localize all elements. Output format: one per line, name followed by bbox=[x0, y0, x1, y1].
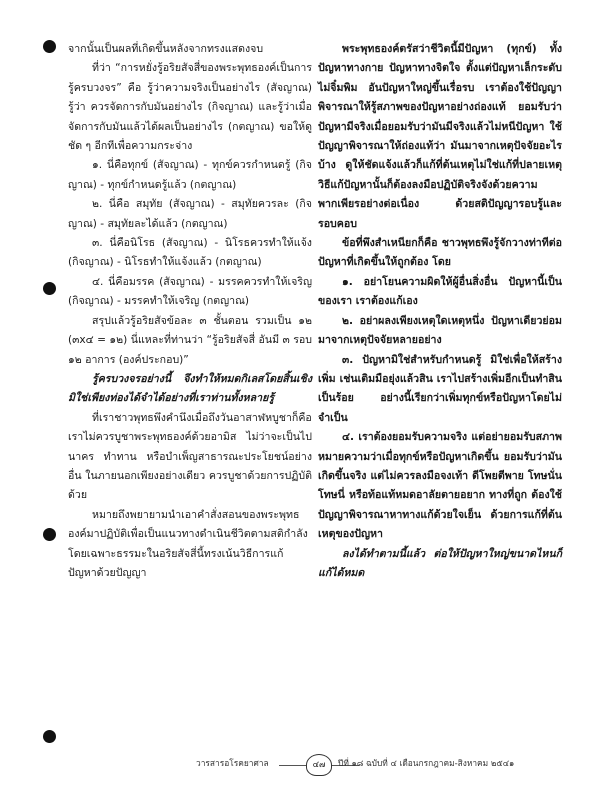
closing-line: ลงได้ทำตามนี้แล้ว ต่อให้ปัญหาใหญ่ขนาดไหนก็แก้ได้หมด bbox=[318, 547, 562, 579]
right-column bbox=[318, 40, 562, 583]
binder-hole bbox=[43, 282, 56, 295]
paragraph: หมายถึงพยายามนำเอาคำสั่งสอนของพระพุทธองค์มาปฏิบัติเพื่อเป็นแนวทางดำเนินชีวิตตามสติกำลัง โดยเฉพาะธรรมะในอริยสัจสี่นี้ทรงเน้นวิธีการแก้ปัญหาด้วยปัญญา bbox=[68, 508, 308, 579]
list-item: ๑. อย่าโยนความผิดให้ผู้อื่นสิ่งอื่น ปัญหานี้เป็นของเรา เราต้องแก้เอง bbox=[318, 275, 562, 308]
paragraph: พระพุทธองค์ตรัสว่าชีวิตนี้มีปัญหา (ทุกข์) ทั้งปัญหาทางกาย ปัญหาทางจิตใจ ตั้งแต่ปัญหาเล็กระดับไม่จิ๋มพิม อันปัญหาใหญ่ขึ้นเรื่อรบ เราต้องใช้ปัญญาพิจารณาให้รู้สภาพของปัญหาอย่างถ่องแท้ ยอมรับว่าปัญหามีจริงเมื่อยอมรับว่ามันมีจริงแล้วไม่หนีปัญหา ใช้ปัญญาพิจารณาให้ถ่องแท้ว่า มันมาจากเหตุปัจจัยอะไรบ้าง ดูให้ชัดแจ้งแล้วก็แก้ที่ต้นเหตุไม่ใช่แก้ที่ปลายเหตุ วิธีแก้ปัญหานั้นก็ต้องลงมือปฏิบัติจริงจังด้วยความพากเพียรอย่างต่อเนื่อง ด้วยสติปัญญารอบรู้และรอบคอบ bbox=[318, 43, 562, 230]
binder-hole bbox=[43, 528, 56, 541]
list-item: ๑. นี่คือทุกข์ (สัจญาณ) - ทุกข์ควรกำหนดรู้ (กิจญาณ) - ทุกข์กำหนดรู้แล้ว (กตญาณ) bbox=[68, 159, 312, 191]
page-number: ๔๗ bbox=[306, 754, 332, 776]
page-footer bbox=[196, 756, 586, 778]
list-item: ๔. เราต้องยอมรับความจริง แต่อย่ายอมรับสภาพหมายความว่าเมื่อทุกข์หรือปัญหาเกิดขึ้น ยอมรับว่ามันเกิดขึ้นจริง แต่ไม่ควรลงมือจงเท้า ดีโพยตีพาย โทษนั่นโทษนี่ หรือท้อแท้หมดอาลัยตายอยาก ทางที่ถูก ต้องใช้ปัญญาพิจารณาหาทางแก้ด้วยใจเย็น ด้วยการแก้ที่ต้นเหตุของปัญหา bbox=[318, 431, 562, 541]
paragraph: ข้อที่พึงสำเหนียกก็คือ ชาวพุทธพึงรู้จักวางท่าทีต่อปัญหาที่เกิดขึ้นให้ถูกต้อง โดย bbox=[318, 237, 562, 269]
binder-hole bbox=[43, 40, 56, 53]
list-item: ๔. นี่คือมรรค (สัจญาณ) - มรรคควรทำให้เจริญ (กิจญาณ) - มรรคทำให้เจริญ (กตญาณ) bbox=[68, 275, 312, 308]
paragraph: ที่ว่า “การหยั่งรู้อริยสัจสี่ของพระพุทธองค์เป็นการรู้ครบวงจร” คือ รู้ว่าความจริงเป็นอย่างไร (สัจญาณ) รู้ว่า ควรจัดการกับมันอย่างไร (กิจญาณ) และรู้ว่าเมื่อจัดการกับมันแล้วได้ผลเป็นอย่างไร (กตญาณ) ขอให้ดูชัด ๆ อีกทีเพื่อความกระจ่าง bbox=[68, 62, 312, 153]
paragraph: จากนั้นเป็นผลที่เกิดขึ้นหลังจากทรงแสดงจบ bbox=[68, 43, 264, 55]
list-item: ๓. นี่คือนิโรธ (สัจญาณ) - นิโรธควรทำให้แจ้ง (กิจญาณ) - นิโรธทำให้แจ้งแล้ว (กตญาณ) bbox=[68, 237, 312, 269]
list-item: ๒. อย่าผลงเพียงเหตุใดเหตุหนึ่ง ปัญหาเดียวย่อมมาจากเหตุปัจจัยหลายอย่าง bbox=[318, 314, 562, 347]
emphasis-paragraph: รู้ครบวงจรอย่างนี้ จึงทำให้หมดกิเลสโดยสิ้นเชิง มิใช่เพียงท่องได้จำได้อย่างที่เราท่านทั้งหลายรู้ bbox=[68, 372, 312, 405]
binder-hole bbox=[43, 730, 56, 743]
list-item: ๒. นี่คือ สมุทัย (สัจญาณ) - สมุทัยควรละ (กิจญาณ) - สมุทัยละได้แล้ว (กตญาณ) bbox=[68, 198, 312, 230]
magazine-name: วารสารอโรคยาศาล bbox=[196, 758, 269, 768]
left-column bbox=[68, 40, 312, 583]
list-item: ๓. ปัญหามิใช่สำหรับกำหนดรู้ มิใช่เพื่อให้สร้างเพิ่ม เช่นเติมมือยุ่งแล้วสิน เราไปสร้างเพิ่มอีกเป็นทำสิน เป็นร้อย อย่างนี้เรียกว่าเพิ่มทุกข์หรือปัญหาโดยไม่จำเป็น bbox=[318, 353, 562, 424]
issue-info: ปีที่ ๑๘ ฉบับที่ ๔ เดือนกรกฎาคม-สิงหาคม ๒๕๔๑ bbox=[338, 758, 515, 768]
paragraph: ที่เราชาวพุทธพึงคำนึงเมื่อถึงวันอาสาฬหบูชาก็คือ เราไม่ควรบูชาพระพุทธองค์ด้วยอามิส ไม่ว่าจะเป็นไปนาคร ทำทาน หรือบำเพ็ญสาธารณะประโยชน์อย่างอื่น ในภายนอกเพียงอย่างเดียว ควรบูชาด้วยการปฏิบัติด้วย bbox=[68, 411, 312, 502]
paragraph: สรุปแล้วรู้อริยสัจข้อละ ๓ ชั้นตอน รวมเป็น ๑๒ (๓x๔ = ๑๒) นี่แหละที่ท่านว่า “รู้อริยสัจสี่ อันมี ๓ รอบ ๑๒ อาการ (องค์ประกอบ)” bbox=[68, 314, 312, 366]
